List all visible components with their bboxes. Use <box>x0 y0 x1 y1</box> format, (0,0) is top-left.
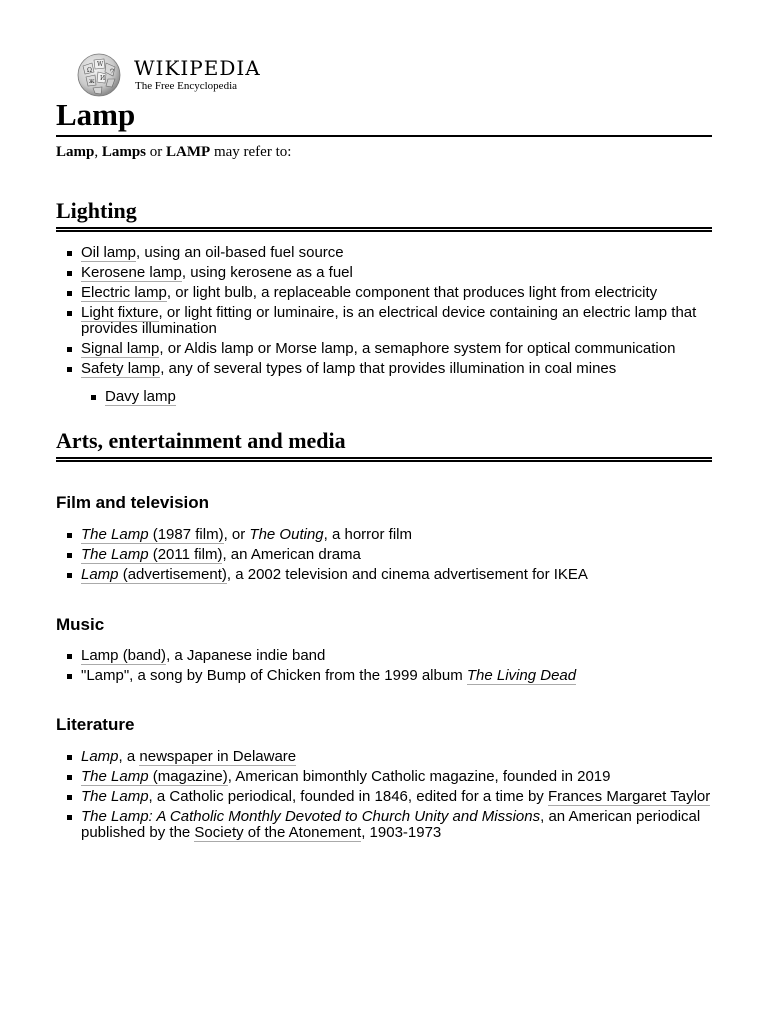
link-title: The Lamp <box>81 546 149 563</box>
item-italic: The Lamp <box>81 788 149 805</box>
link-electric-lamp[interactable]: Electric lamp <box>81 284 167 301</box>
link-qualifier: (1987 film) <box>148 526 224 543</box>
link-light-fixture[interactable]: Light fixture <box>81 304 159 321</box>
link-the-lamp-1987-film[interactable] <box>81 526 224 544</box>
list-item <box>81 285 711 301</box>
link-title: The Lamp <box>81 526 149 543</box>
link-kerosene-lamp[interactable]: Kerosene lamp <box>81 264 182 281</box>
list-item <box>81 245 711 261</box>
item-text: , a horror film <box>323 526 412 543</box>
svg-text:И: И <box>100 75 106 82</box>
intro-text <box>56 143 291 161</box>
list-item <box>81 769 711 785</box>
list-item <box>81 305 711 337</box>
svg-text:W: W <box>97 61 104 68</box>
wikipedia-wordmark: WIKIPEDIA <box>134 56 261 80</box>
list-item <box>81 547 711 563</box>
item-italic: The Outing <box>249 526 324 543</box>
item-italic: Lamp <box>81 748 119 765</box>
item-text: , a <box>118 748 140 765</box>
subsection-heading-literature: Literature <box>56 715 135 734</box>
link-davy-lamp[interactable]: Davy lamp <box>105 388 176 405</box>
link-frances-margaret-taylor[interactable]: Frances Margaret Taylor <box>547 788 711 805</box>
list-item <box>81 789 711 805</box>
intro-separator: or <box>146 144 167 160</box>
subsection-heading-film: Film and television <box>56 493 210 512</box>
item-text: "Lamp", a song by Bump of Chicken from the 1999 album <box>81 667 467 684</box>
list-item <box>81 265 711 281</box>
item-text: , using an oil-based fuel source <box>136 244 344 261</box>
film-list <box>81 527 711 587</box>
item-text: , a 2002 television and cinema advertisement for IKEA <box>226 566 588 583</box>
link-the-lamp-2011-film[interactable] <box>81 546 222 564</box>
item-text: , using kerosene as a fuel <box>181 264 353 281</box>
item-text: , or light fitting or luminaire, is an electrical device containing an electric lamp that provides illumination <box>81 304 697 337</box>
wikipedia-globe-icon <box>74 52 124 98</box>
item-text: , 1903-1973 <box>361 824 442 841</box>
link-qualifier: (magazine) <box>148 768 228 785</box>
list-item <box>105 389 711 405</box>
item-text: , a Catholic periodical, founded in 1846, edited for a time by <box>148 788 548 805</box>
link-lamp-advertisement[interactable] <box>81 566 227 584</box>
intro-separator: , <box>94 144 102 160</box>
link-lamp-band[interactable]: Lamp (band) <box>81 647 167 664</box>
section-heading-lighting: Lighting <box>56 198 712 232</box>
intro-term-lamps: Lamps <box>101 144 147 160</box>
wikipedia-logo[interactable] <box>74 52 274 100</box>
literature-list <box>81 749 711 845</box>
list-item <box>81 527 711 543</box>
item-text: , any of several types of lamp that provides illumination in coal mines <box>160 360 617 377</box>
link-oil-lamp[interactable]: Oil lamp <box>81 244 137 261</box>
link-the-living-dead[interactable]: The Living Dead <box>466 667 577 684</box>
item-text: , an American drama <box>222 546 361 563</box>
link-qualifier: (advertisement) <box>118 566 227 583</box>
svg-text:ウ: ウ <box>109 68 116 75</box>
page-title: Lamp <box>56 97 712 137</box>
wikipedia-tagline: The Free Encyclopedia <box>135 80 238 92</box>
item-italic: The Lamp: A Catholic Monthly Devoted to Church Unity and Missions <box>81 808 541 825</box>
list-item <box>81 567 711 583</box>
subsection-heading-music: Music <box>56 615 105 634</box>
link-title: Lamp <box>81 566 119 583</box>
list-item <box>81 648 711 664</box>
section-heading-arts: Arts, entertainment and media <box>56 428 712 462</box>
item-text: , a Japanese indie band <box>166 647 326 664</box>
link-safety-lamp[interactable]: Safety lamp <box>81 360 161 377</box>
list-item <box>81 668 711 684</box>
item-text: , or <box>223 526 250 543</box>
list-item <box>81 361 711 377</box>
item-text: , or light bulb, a replaceable component that produces light from electricity <box>166 284 658 301</box>
link-newspaper-in-delaware[interactable]: newspaper in Delaware <box>139 748 297 765</box>
lighting-list <box>81 245 711 381</box>
list-item <box>81 809 711 841</box>
item-text: , American bimonthly Catholic magazine, founded in 2019 <box>227 768 611 785</box>
link-signal-lamp[interactable]: Signal lamp <box>81 340 160 357</box>
intro-term-lamp-acronym: LAMP <box>166 144 211 160</box>
list-item <box>81 749 711 765</box>
svg-text:Ω: Ω <box>87 67 92 74</box>
link-society-of-the-atonement[interactable]: Society of the Atonement <box>194 824 362 841</box>
item-text: , or Aldis lamp or Morse lamp, a semaphore system for optical communication <box>159 340 676 357</box>
music-list <box>81 648 711 688</box>
intro-term-lamp: Lamp <box>56 144 95 160</box>
link-title: The Lamp <box>81 768 149 785</box>
link-the-lamp-magazine[interactable] <box>81 768 228 786</box>
link-qualifier: (2011 film) <box>148 546 223 563</box>
list-item <box>81 341 711 357</box>
item-text: , an American periodical published by the <box>81 808 701 841</box>
safety-lamp-sublist <box>105 389 711 409</box>
intro-rest: may refer to: <box>210 144 292 160</box>
svg-text:ж: ж <box>89 78 95 85</box>
